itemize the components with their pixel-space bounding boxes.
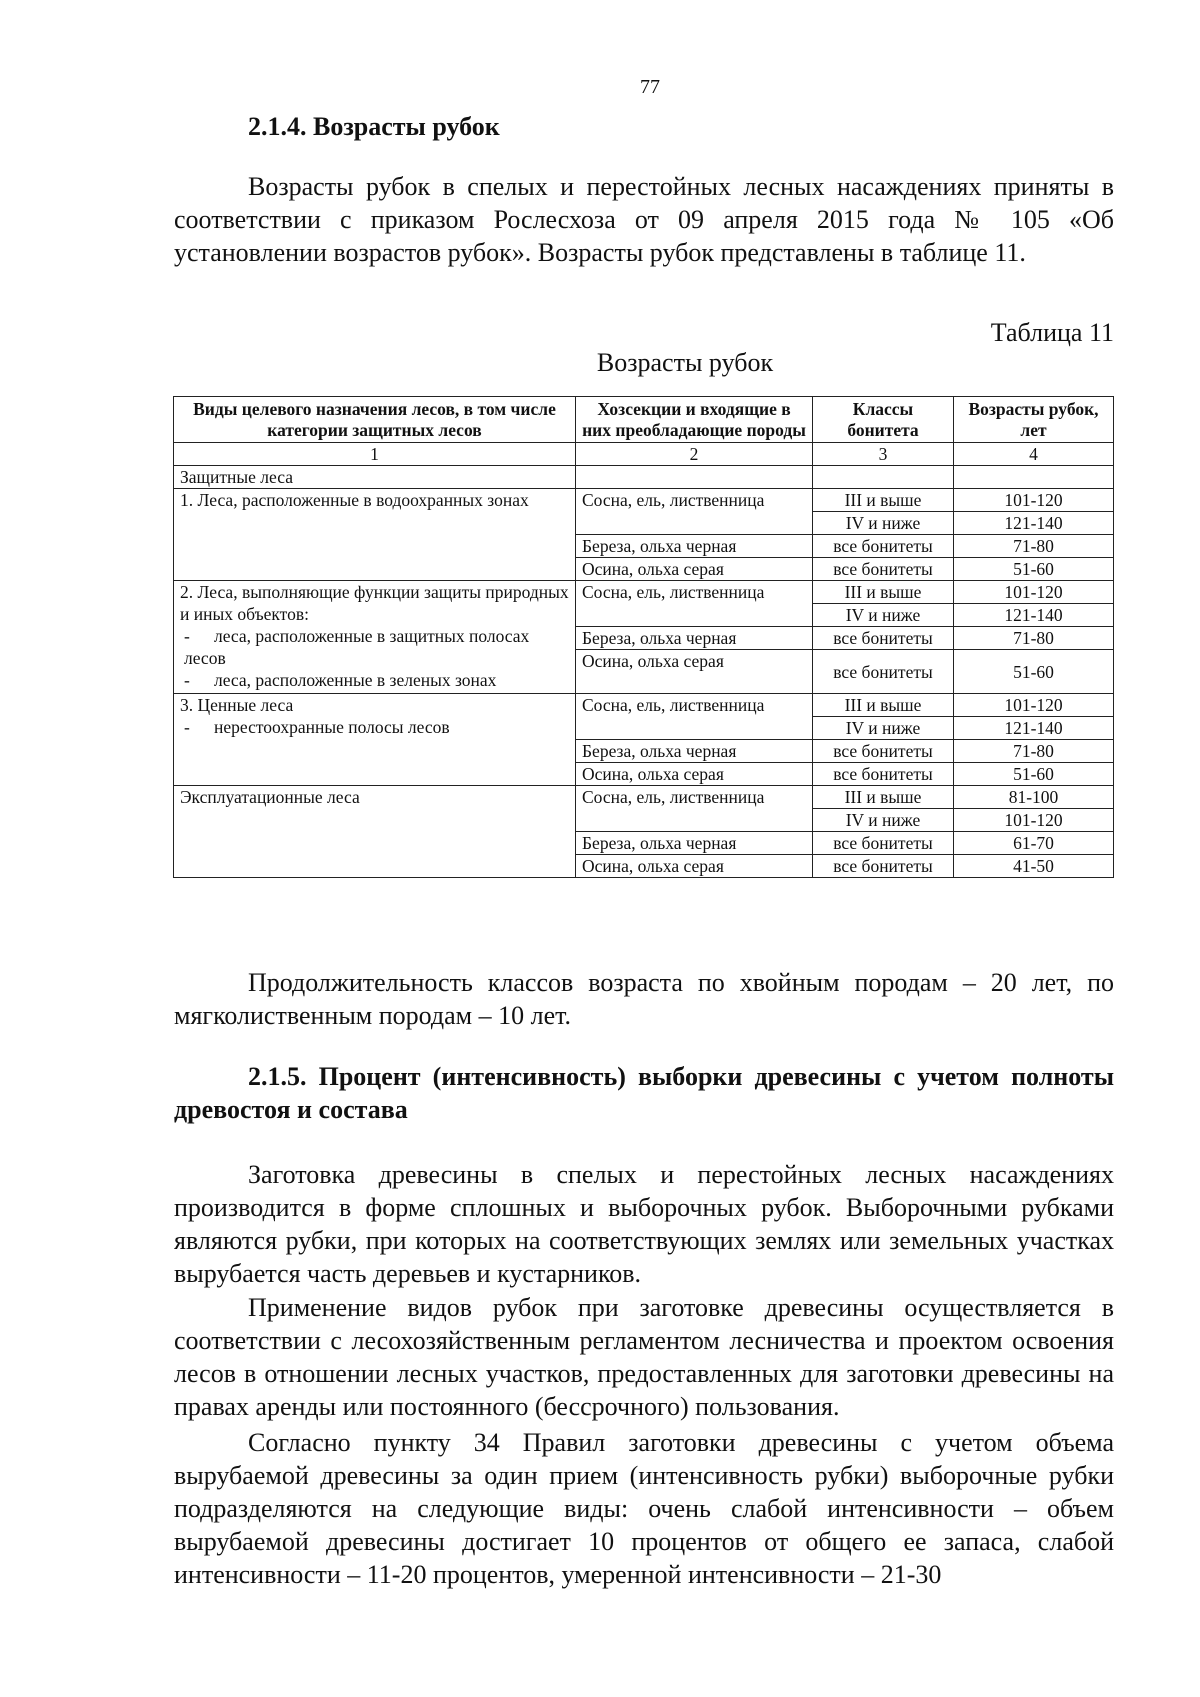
- site-class-cell: IV и ниже: [813, 717, 954, 740]
- site-class-cell: все бонитеты: [813, 558, 954, 581]
- page-number: 77: [640, 76, 660, 98]
- site-class-cell: III и выше: [813, 694, 954, 717]
- site-class-cell: все бонитеты: [813, 740, 954, 763]
- table-row: [174, 694, 1114, 717]
- cutting-age-cell: 121-140: [954, 512, 1114, 535]
- subitem-green-zones: - леса, расположенные в зеленых зонах: [184, 670, 497, 690]
- table-row-protective-group: [174, 466, 1114, 489]
- column-number: 3: [813, 443, 954, 466]
- cutting-age-cell: 71-80: [954, 627, 1114, 650]
- paragraph-harvest-forms: Заготовка древесины в спелых и перестойных лесных насаждениях производится в форме сплошных и выборочных рубок. Выборочными рубками являются рубки, при которых на соответствующих землях или земельных участках вырубается часть деревьев и кустарников.: [174, 1160, 1114, 1288]
- species-cell: Сосна, ель, лиственница: [576, 581, 813, 627]
- site-class-cell: все бонитеты: [813, 832, 954, 855]
- table-row: [174, 489, 1114, 512]
- cutting-age-cell: 81-100: [954, 786, 1114, 809]
- species-cell: Береза, ольха черная: [576, 832, 813, 855]
- section-heading-harvest-intensity: 2.1.5. Процент (интенсивность) выборки древесины с учетом полноты древостоя и состава: [174, 1062, 1114, 1124]
- group-label-protective: Защитные леса: [174, 466, 576, 489]
- header-economic-sections: Хозсекции и входящие в них преобладающие породы: [576, 397, 813, 443]
- species-cell: Сосна, ель, лиственница: [576, 489, 813, 535]
- site-class-cell: все бонитеты: [813, 763, 954, 786]
- cutting-ages-table: [173, 396, 1114, 878]
- site-class-cell: все бонитеты: [813, 535, 954, 558]
- paragraph-age-class-duration: Продолжительность классов возраста по хвойным породам – 20 лет, по мягколиственным породам – 10 лет.: [174, 968, 1114, 1030]
- species-cell: Осина, ольха серая: [576, 855, 813, 878]
- subitem-spawning-strips: - нерестоохранные полосы лесов: [184, 717, 450, 737]
- species-cell: Осина, ольха серая: [576, 650, 813, 694]
- species-cell: Сосна, ель, лиственница: [576, 786, 813, 832]
- group-title-exploitation-forests: Эксплуатационные леса: [174, 786, 576, 878]
- cutting-age-cell: 71-80: [954, 740, 1114, 763]
- species-cell: Береза, ольха черная: [576, 627, 813, 650]
- column-number: 1: [174, 443, 576, 466]
- paragraph-cutting-ages-intro: Возрасты рубок в спелых и перестойных лесных насаждениях приняты в соответствии с приказом Рослесхоза от 09 апреля 2015 года № 105 «Об установлении возрастов рубок». Возрасты рубок представлены в таблице 11.: [174, 172, 1114, 267]
- cutting-age-cell: 41-50: [954, 855, 1114, 878]
- table-row: [174, 581, 1114, 604]
- species-cell: Береза, ольха черная: [576, 740, 813, 763]
- paragraph-selective-cutting-intensity: Согласно пункту 34 Правил заготовки древесины с учетом объема вырубаемой древесины за один прием (интенсивность рубки) выборочные рубки подразделяются на следующие виды: очень слабой интенсивности – объем вырубаемой древесины достигает 10 процентов от общего ее запаса, слабой интенсивности – 11-20 процентов, умеренной интенсивности – 21-30: [174, 1428, 1114, 1589]
- table-row: [174, 786, 1114, 809]
- cutting-age-cell: 101-120: [954, 809, 1114, 832]
- cutting-age-cell: 51-60: [954, 763, 1114, 786]
- cutting-age-cell: 51-60: [954, 558, 1114, 581]
- header-forest-purpose: Виды целевого назначения лесов, в том числе категории защитных лесов: [174, 397, 576, 443]
- table-label: Таблица 11: [990, 318, 1114, 347]
- column-number: 4: [954, 443, 1114, 466]
- table-title: Возрасты рубок: [596, 348, 774, 377]
- cutting-age-cell: 51-60: [954, 650, 1114, 694]
- column-number: 2: [576, 443, 813, 466]
- species-cell: Осина, ольха серая: [576, 763, 813, 786]
- paragraph-cutting-types-application: Применение видов рубок при заготовке древесины осуществляется в соответствии с лесохозяйственным регламентом лесничества и проектом освоения лесов в отношении лесных участков, предоставленных для заготовки древесины на правах аренды или постоянного (бессрочного) пользования.: [174, 1293, 1114, 1421]
- table-header-row: [174, 397, 1114, 443]
- cutting-age-cell: 101-120: [954, 581, 1114, 604]
- species-cell: Сосна, ель, лиственница: [576, 694, 813, 740]
- section-heading-cutting-ages: 2.1.4. Возрасты рубок: [248, 112, 500, 141]
- site-class-cell: все бонитеты: [813, 650, 954, 694]
- cutting-age-cell: 61-70: [954, 832, 1114, 855]
- site-class-cell: все бонитеты: [813, 855, 954, 878]
- table-column-numbers-row: [174, 443, 1114, 466]
- group-title-water-protection: 1. Леса, расположенные в водоохранных зонах: [174, 489, 576, 581]
- group-title-object-protection: 2. Леса, выполняющие функции защиты природных и иных объектов: - леса, расположенные в защитных полосах лесов - леса, расположенные в зеленых зонах: [174, 581, 576, 694]
- site-class-cell: III и выше: [813, 581, 954, 604]
- subitem-protective-strips: - леса, расположенные в защитных полосах лесов: [184, 626, 530, 668]
- site-class-cell: IV и ниже: [813, 512, 954, 535]
- cutting-age-cell: 121-140: [954, 717, 1114, 740]
- site-class-cell: IV и ниже: [813, 809, 954, 832]
- site-class-cell: III и выше: [813, 786, 954, 809]
- cutting-age-cell: 121-140: [954, 604, 1114, 627]
- site-class-cell: все бонитеты: [813, 627, 954, 650]
- cutting-age-cell: 71-80: [954, 535, 1114, 558]
- species-cell: Осина, ольха серая: [576, 558, 813, 581]
- site-class-cell: III и выше: [813, 489, 954, 512]
- site-class-cell: IV и ниже: [813, 604, 954, 627]
- cutting-age-cell: 101-120: [954, 489, 1114, 512]
- header-cutting-age: Возрасты рубок, лет: [954, 397, 1114, 443]
- species-cell: Береза, ольха черная: [576, 535, 813, 558]
- cutting-age-cell: 101-120: [954, 694, 1114, 717]
- header-site-class: Классы бонитета: [813, 397, 954, 443]
- group-title-valuable-forests: 3. Ценные леса - нерестоохранные полосы лесов: [174, 694, 576, 786]
